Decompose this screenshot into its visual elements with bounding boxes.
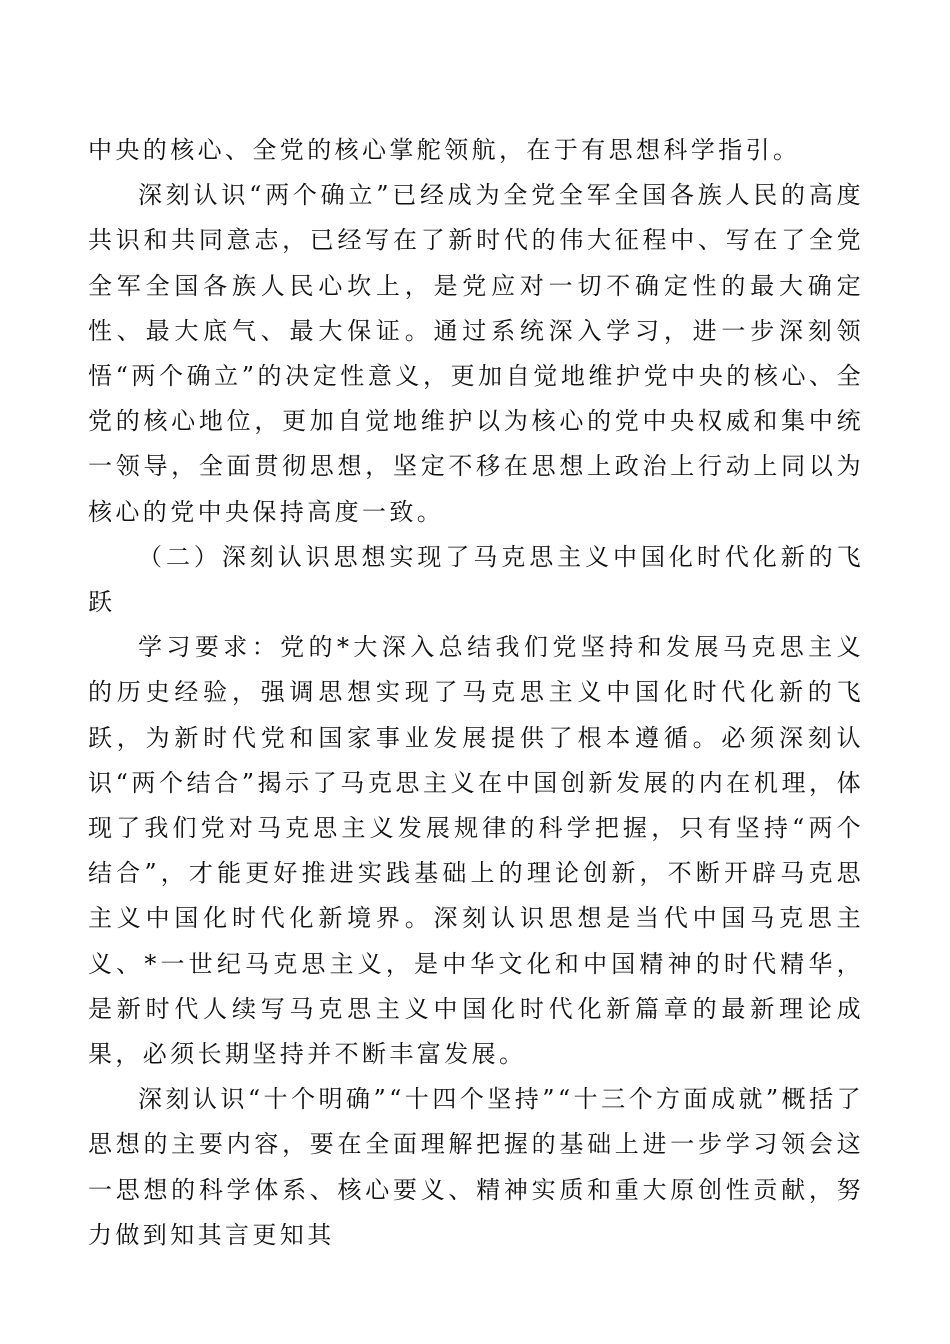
document-body — [88, 128, 864, 1258]
paragraph-study-requirements: 学习要求：党的*大深入总结我们党坚持和发展马克思主义的历史经验，强调思想实现了马克思主义中国化时代化新的飞跃，为新时代党和国家事业发展提供了根本遵循。必须深刻认识“两个结合”揭示了马克思主义在中国创新发展的内在机理，体现了我们党对马克思主义发展规律的科学把握，只有坚持“两个结合”，才能更好推进实践基础上的理论创新，不断开辟马克思主义中国化时代化新境界。深刻认识思想是当代中国马克思主义、*一世纪马克思主义，是中华文化和中国精神的时代精华，是新时代人续写马克思主义中国化时代化新篇章的最新理论成果，必须长期坚持并不断丰富发展。 — [88, 633, 864, 1069]
paragraph-two-establishments: 深刻认识“两个确立”已经成为全党全军全国各族人民的高度共识和共同意志，已经写在了新时代的伟大征程中、写在了全党全军全国各族人民心坎上，是党应对一切不确定性的最大确定性、最大底气、最大保证。通过系统深入学习，进一步深刻领悟“两个确立”的决定性意义，更加自觉地维护党中央的核心、全党的核心地位，更加自觉地维护以为核心的党中央权威和集中统一领导，全面贯彻思想，坚定不移在思想上政治上行动上同以为核心的党中央保持高度一致。 — [88, 181, 864, 526]
paragraph-main-content: 深刻认识“十个明确”“十四个坚持”“十三个方面成就”概括了思想的主要内容，要在全面理解把握的基础上进一步学习领会这一思想的科学体系、核心要义、精神实质和重大原创性贡献，努力做到知其言更知其 — [88, 1085, 864, 1249]
section-heading: （二）深刻认识思想实现了马克思主义中国化时代化新的飞跃 — [88, 542, 864, 617]
paragraph-continuation: 中央的核心、全党的核心掌舵领航，在于有思想科学指引。 — [88, 136, 801, 164]
